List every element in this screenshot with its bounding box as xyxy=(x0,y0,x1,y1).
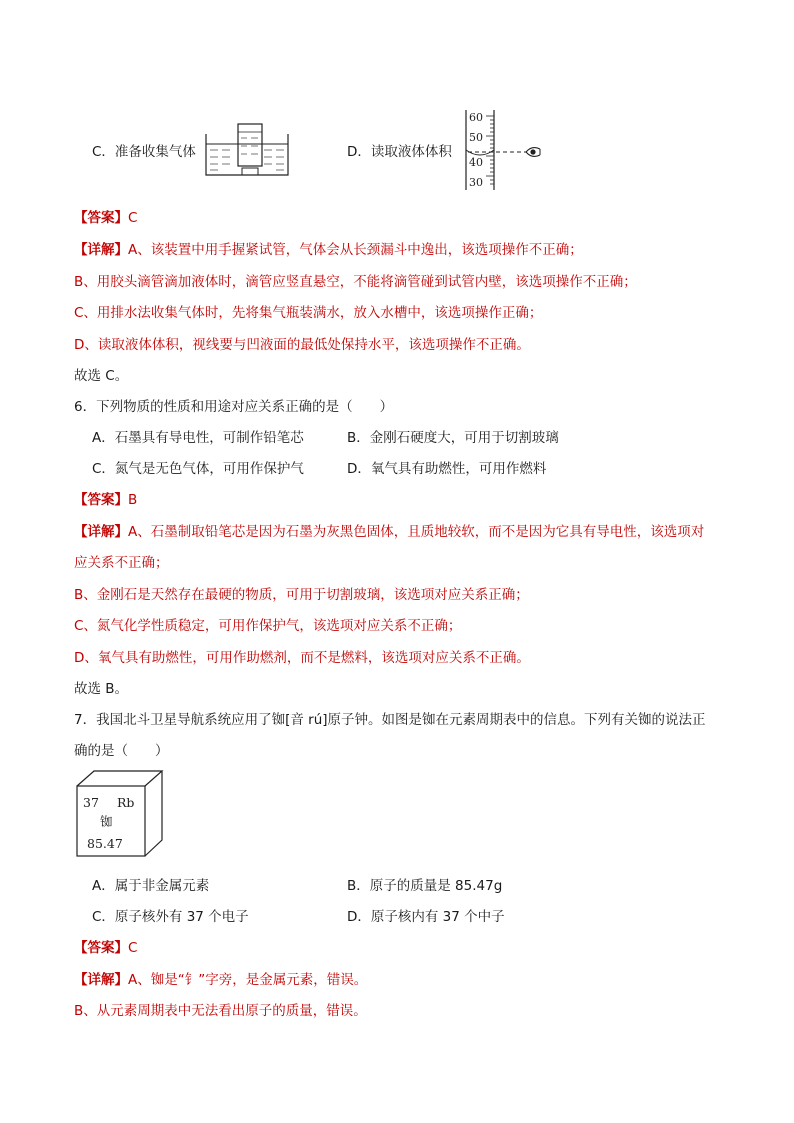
atomic-mass: 85.47 xyxy=(87,836,123,851)
answer-line-7 xyxy=(74,936,137,956)
detail-line-6b: B、金刚石是天然存在最硬的物质，可用于切割玻璃，该选项对应关系正确； xyxy=(74,587,529,603)
conclusion-6: 故选 B。 xyxy=(74,681,129,697)
detail-line-6d: D、氧气具有助燃性，可用作助燃剂，而不是燃料，该选项对应关系不正确。 xyxy=(74,650,530,666)
answer-value: C xyxy=(128,210,138,226)
detail-tag: 【详解】 xyxy=(74,524,128,540)
question-6-stem: 6．下列物质的性质和用途对应关系正确的是（ ） xyxy=(74,399,394,415)
cylinder-tick-30: 30 xyxy=(469,176,483,189)
answer-line-5 xyxy=(74,206,137,226)
question-7-stem: 7．我国北斗卫星导航系统应用了铷[音 rú]原子钟。如图是铷在元素周期表中的信息。下列有关铷的说法正 xyxy=(74,712,706,728)
answer-tag: 【答案】 xyxy=(74,210,128,226)
q6-option-b: B．金刚石硬度大，可用于切割玻璃 xyxy=(347,430,559,446)
detail-tag: 【详解】 xyxy=(74,242,128,258)
answer-value: B xyxy=(128,492,138,508)
eye-icon xyxy=(526,148,540,157)
q5-option-d: D．读取液体体积 xyxy=(347,144,452,160)
element-card-figure xyxy=(74,768,168,860)
detail-line-7b: B、从元素周期表中无法看出原子的质量，错误。 xyxy=(74,1003,367,1019)
cylinder-tick-40: 40 xyxy=(469,156,483,169)
cylinder-tick-60: 60 xyxy=(469,111,483,124)
q5-option-c: C．准备收集气体 xyxy=(92,144,196,160)
detail-tag: 【详解】 xyxy=(74,972,128,988)
graduated-cylinder-figure xyxy=(458,106,544,192)
detail-line-7a: 【详解】A、铷是“钅”字旁，是金属元素，错误。 xyxy=(74,972,368,988)
q6-option-d: D．氧气具有助燃性，可用作燃料 xyxy=(347,461,547,477)
answer-tag: 【答案】 xyxy=(74,492,128,508)
water-trough-figure xyxy=(204,120,290,178)
answer-line-6 xyxy=(74,488,137,508)
atomic-number: 37 xyxy=(83,795,99,810)
element-name: 铷 xyxy=(100,814,113,829)
q7-option-d: D．原子核内有 37 个中子 xyxy=(347,909,505,925)
detail-line-6c: C、氮气化学性质稳定，可用作保护气，该选项对应关系不正确； xyxy=(74,618,462,634)
answer-tag: 【答案】 xyxy=(74,940,128,956)
conclusion-5: 故选 C。 xyxy=(74,368,129,384)
q6-option-a: A．石墨具有导电性，可制作铅笔芯 xyxy=(92,430,304,446)
detail-line-5a: 【详解】A、该装置中用手握紧试管，气体会从长颈漏斗中逸出，该选项操作不正确； xyxy=(74,242,583,258)
q6-option-c: C．氮气是无色气体，可用作保护气 xyxy=(92,461,304,477)
detail-line-5b: B、用胶头滴管滴加液体时，滴管应竖直悬空，不能将滴管碰到试管内壁，该选项操作不正确； xyxy=(74,274,637,290)
detail-line-5c: C、用排水法收集气体时，先将集气瓶装满水，放入水槽中，该选项操作正确； xyxy=(74,305,543,321)
cylinder-tick-50: 50 xyxy=(469,131,483,144)
q7-option-a: A．属于非金属元素 xyxy=(92,878,210,894)
answer-value: C xyxy=(128,940,138,956)
detail-line-5d: D、读取液体体积，视线要与凹液面的最低处保持水平，该选项操作不正确。 xyxy=(74,337,530,353)
q7-option-b: B．原子的质量是 85.47g xyxy=(347,878,503,894)
detail-line-6a-cont: 应关系不正确； xyxy=(74,555,169,571)
element-symbol: Rb xyxy=(117,795,135,810)
detail-line-6a: 【详解】A、石墨制取铅笔芯是因为石墨为灰黑色固体，且质地较软，而不是因为它具有导电性，该选项对 xyxy=(74,524,705,540)
q7-option-c: C．原子核外有 37 个电子 xyxy=(92,909,249,925)
question-7-stem-cont: 确的是（ ） xyxy=(74,743,169,759)
